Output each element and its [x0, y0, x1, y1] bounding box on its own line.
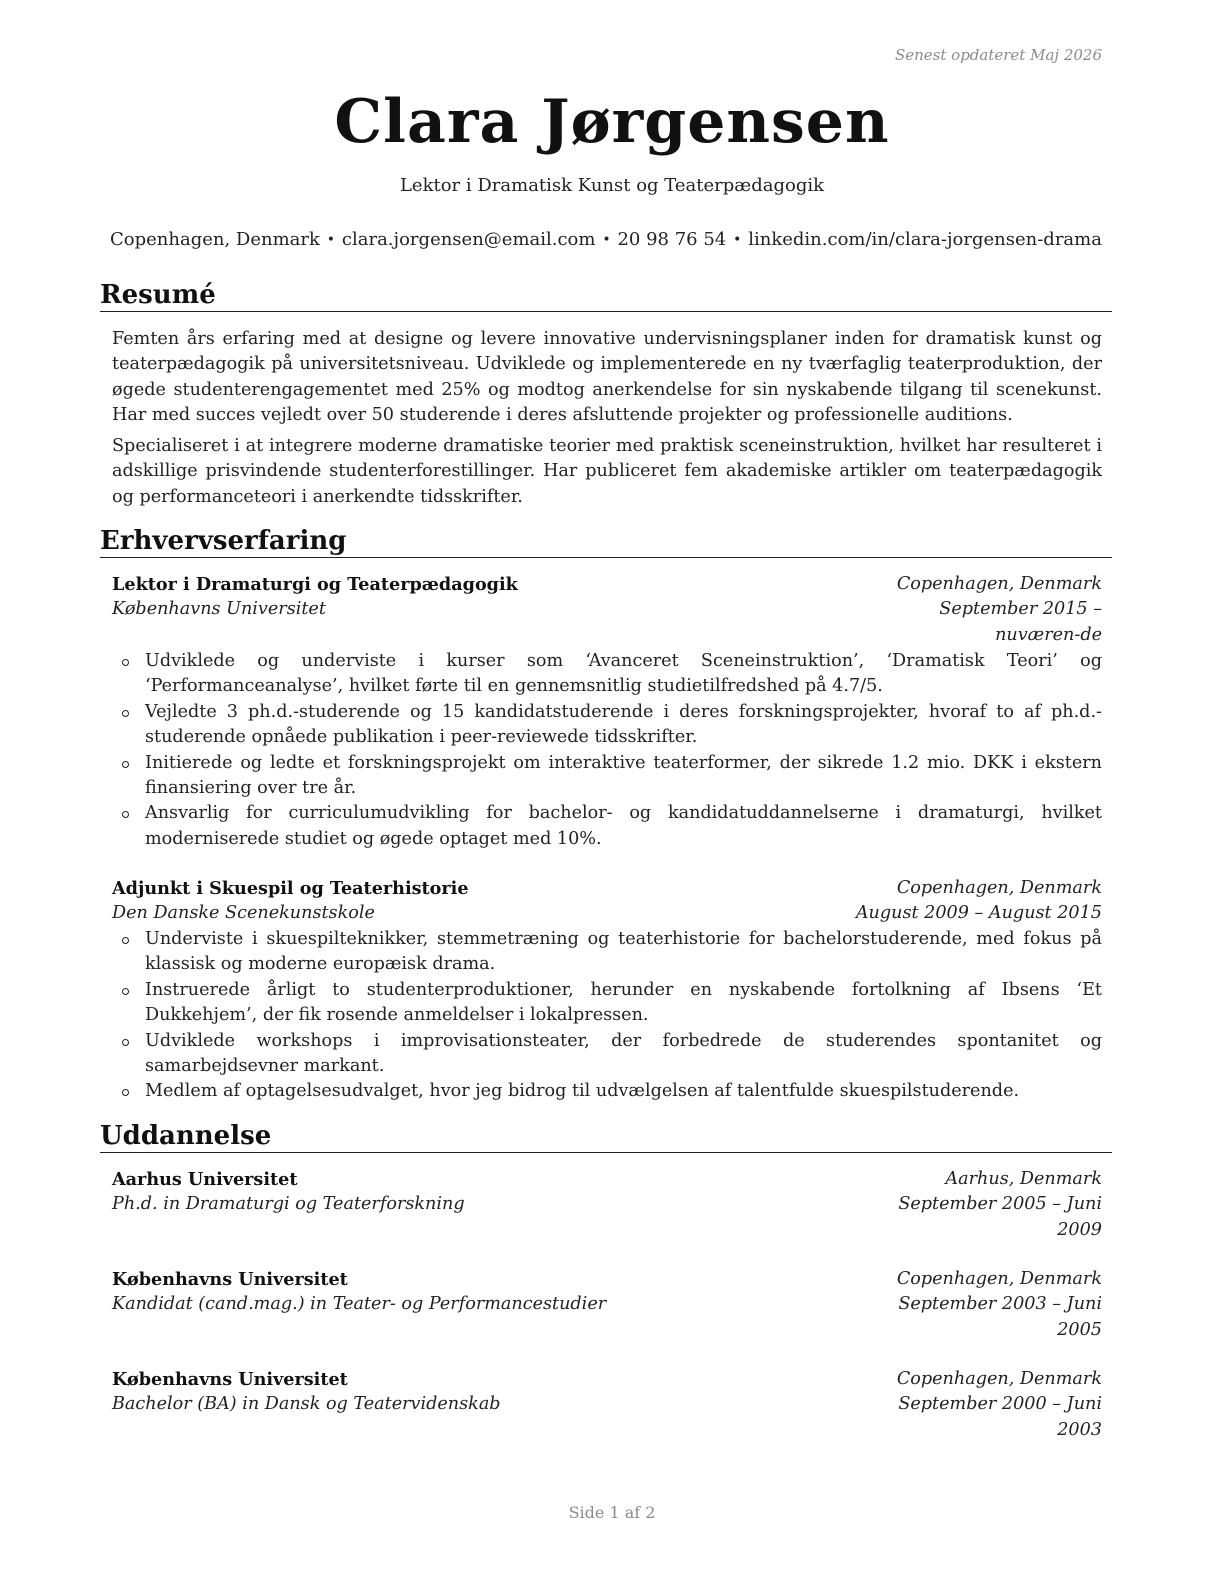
person-name: Clara Jørgensen — [334, 87, 890, 157]
job-bullets — [112, 927, 1102, 1105]
job-bullets — [112, 649, 1102, 852]
circle-bullet-icon — [122, 659, 129, 666]
education-school: Københavns Universitet — [112, 1269, 348, 1290]
contact-location: Copenhagen, Denmark — [110, 229, 320, 250]
list-item: Udviklede og underviste i kurser som ‘Avanceret Sceneinstruktion’, ‘Dramatisk Teori’ og ‘Performanceanalyse’, hvilket førte til en gennemsnitlig studietilfredshed på 4.7/5. — [112, 649, 1102, 700]
job-role: Adjunkt i Skuespil og Teaterhistorie — [112, 878, 469, 899]
circle-bullet-icon — [122, 761, 129, 768]
job-entry-header — [112, 876, 1102, 927]
education-entry — [112, 1167, 1102, 1243]
job-organization: Den Danske Scenekunstskole — [112, 903, 375, 924]
list-item: Initierede og ledte et forskningsprojekt om interaktive teaterformer, der sikrede 1.2 mio. DKK i ekstern finansiering over tre år. — [112, 751, 1102, 802]
job-location: Copenhagen, Denmark — [896, 878, 1102, 898]
circle-bullet-icon — [122, 988, 129, 995]
circle-bullet-icon — [122, 1039, 129, 1046]
education-dates: September 2003 – Juni 2005 — [898, 1294, 1102, 1340]
job-title: Lektor i Dramatisk Kunst og Teaterpædagogik — [399, 175, 825, 196]
education-entry — [112, 1367, 1102, 1443]
education-entry — [112, 1267, 1102, 1343]
circle-bullet-icon — [122, 1089, 129, 1096]
job-location: Copenhagen, Denmark — [896, 574, 1102, 594]
contact-phone: 20 98 76 54 — [617, 229, 727, 250]
section-title-experience: Erhvervserfaring — [100, 525, 1112, 558]
list-item: Vejledte 3 ph.d.-studerende og 15 kandidatstuderende i deres forskningsprojekter, hvoraf to af ph.d.-studerende opnåede publikation i peer-reviewede tidsskrifter. — [112, 700, 1102, 751]
summary-paragraph: Femten års erfaring med at designe og levere innovative undervisningsplaner inden for dramatisk kunst og teaterpædagogik på universitetsniveau. Udviklede og implementerede en ny tværfaglig teaterproduktion, der øgede studenterengagementet med 25% og modtog anerkendelse for sin nyskabende tilgang til scenekunst. Har med succes vejledt over 50 studerende i deres afsluttende projekter og professionelle auditions. — [112, 329, 1102, 426]
contact-separator: • — [733, 231, 742, 248]
education-degree: Bachelor (BA) in Dansk og Teatervidenskab — [112, 1394, 501, 1415]
job-dates: September 2015 – nuværen-de — [939, 599, 1102, 645]
list-item: Udviklede workshops i improvisationsteater, der forbedrede de studerendes spontanitet og samarbejdsevner markant. — [112, 1029, 1102, 1080]
contact-separator: • — [602, 231, 611, 248]
job-entry-header — [112, 572, 1102, 648]
education-location: Aarhus, Denmark — [945, 1169, 1102, 1189]
education-dates: September 2005 – Juni 2009 — [898, 1194, 1102, 1240]
education-school: Aarhus Universitet — [112, 1169, 298, 1190]
contact-bar — [110, 229, 1102, 250]
education-location: Copenhagen, Denmark — [896, 1269, 1102, 1289]
job-organization: Københavns Universitet — [112, 599, 326, 620]
section-title-education: Uddannelse — [100, 1120, 1112, 1153]
education-dates: September 2000 – Juni 2003 — [898, 1394, 1102, 1440]
list-item: Medlem af optagelsesudvalget, hvor jeg bidrog til udvælgelsen af talentfulde skuespilstuderende. — [112, 1079, 1102, 1104]
education-degree: Kandidat (cand.mag.) in Teater- og Performancestudier — [112, 1294, 607, 1315]
summary-paragraph: Specialiseret i at integrere moderne dramatiske teorier med praktisk sceneinstruktion, hvilket har resulteret i adskillige prisvindende studenterforestillinger. Har publiceret fem akademiske artikler om teaterpædagogik og performanceteori i anerkendte tidsskrifter. — [112, 436, 1102, 507]
circle-bullet-icon — [122, 937, 129, 944]
list-item: Underviste i skuespilteknikker, stemmetræning og teaterhistorie for bachelorstuderende, med fokus på klassisk og moderne europæisk drama. — [112, 927, 1102, 978]
contact-linkedin[interactable]: linkedin.com/in/clara-jorgensen-drama — [748, 229, 1102, 250]
list-item: Ansvarlig for curriculumudvikling for bachelor- og kandidatuddannelserne i dramaturgi, hvilket moderniserede studiet og øgede optaget med 10%. — [112, 801, 1102, 852]
education-school: Københavns Universitet — [112, 1369, 348, 1390]
circle-bullet-icon — [122, 710, 129, 717]
last-updated: Senest opdateret Maj 2026 — [894, 46, 1102, 64]
contact-separator: • — [326, 231, 336, 248]
contact-email[interactable]: clara.jorgensen@email.com — [341, 229, 596, 250]
page-number: Side 1 af 2 — [568, 1503, 656, 1522]
education-location: Copenhagen, Denmark — [896, 1369, 1102, 1389]
list-item: Instruerede årligt to studenterproduktioner, herunder en nyskabende fortolkning af Ibsens ‘Et Dukkehjem’, der fik rosende anmeldelser i lokalpressen. — [112, 978, 1102, 1029]
circle-bullet-icon — [122, 811, 129, 818]
section-title-summary: Resumé — [100, 279, 1112, 312]
education-degree: Ph.d. in Dramaturgi og Teaterforskning — [112, 1194, 465, 1215]
job-role: Lektor i Dramaturgi og Teaterpædagogik — [112, 574, 518, 595]
job-dates: August 2009 – August 2015 — [855, 903, 1102, 924]
